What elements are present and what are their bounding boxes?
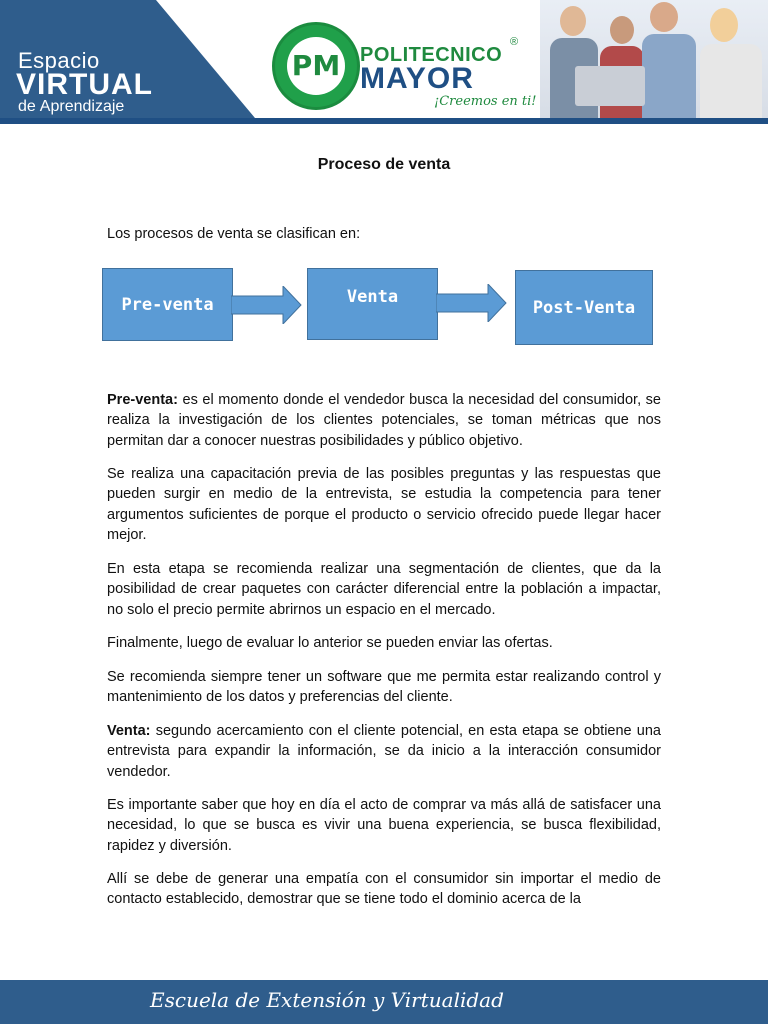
flow-box-post-venta — [515, 270, 653, 345]
paragraph — [107, 795, 661, 856]
laptop-icon — [575, 66, 645, 106]
brand-aprendizaje — [18, 98, 124, 116]
paragraph — [107, 559, 661, 620]
paragraph-text: Finalmente, luego de evaluar lo anterior se pueden enviar las ofertas. — [107, 635, 553, 651]
paragraph — [107, 633, 661, 653]
paragraph — [107, 869, 661, 910]
photo-face — [710, 8, 738, 42]
paragraph-text: es el momento donde el vendedor busca la necesidad del consumidor, se realiza la investigación de los clientes potenciales, se toman métricas que nos permitan dar a conocer nuestras posibilidades y público objetivo. — [107, 392, 661, 449]
paragraph-text: Se realiza una capacitación previa de las posibles preguntas y las respuestas que pueden surgir en medio de la entrevista, se estudia la competencia para tener argumentos suficientes de porque el producto o servicio ofrecido puede llegar hacer mejor. — [107, 466, 661, 543]
brand-de: de — [18, 98, 36, 115]
logo-monogram: PM — [291, 49, 341, 82]
logo-name-main: MAYOR — [360, 62, 474, 95]
photo-face — [650, 2, 678, 32]
paragraph-text: Se recomienda siempre tener un software que me permita estar realizando control y mantenimiento de los datos y preferencias del cliente. — [107, 669, 661, 706]
paragraph-pre-venta — [107, 390, 661, 451]
politecnico-logo-icon — [272, 22, 360, 110]
arrow-right-icon — [231, 286, 303, 324]
paragraph — [107, 464, 661, 545]
flow-box-pre-venta — [102, 268, 233, 341]
page-header — [0, 0, 768, 124]
brand-virtual: VIRTUAL — [16, 68, 153, 101]
flow-label: Pre-venta — [121, 294, 214, 315]
document-title: Proceso de venta — [317, 156, 451, 173]
paragraph-venta — [107, 721, 661, 782]
paragraph — [107, 667, 661, 708]
flow-label: Post-Venta — [532, 297, 636, 318]
paragraph-text: En esta etapa se recomienda realizar una segmentación de clientes, que da la posibilidad de crear paquetes con carácter diferencial entre la población a impactar, no solo el precio permite abrirnos un espacio en el mercado. — [107, 561, 661, 618]
logo-name-top: POLITECNICO — [360, 44, 503, 66]
header-photo-students — [540, 0, 768, 118]
paragraph-text: segundo acercamiento con el cliente potencial, en esta etapa se obtiene una entrevista para expandir la información, se da inicio a la interacción consumidor vendedor. — [107, 723, 661, 780]
flow-label: Venta — [346, 287, 399, 307]
photo-face — [560, 6, 586, 36]
paragraph-lead: Pre-venta: — [107, 392, 178, 408]
flow-box-venta — [307, 268, 438, 340]
paragraph-text: Allí se debe de generar una empatía con el consumidor sin importar el medio de contacto establecido, demostrar que se tiene todo el dominio acerca de la — [107, 871, 661, 908]
logo-inner — [287, 37, 345, 95]
paragraph-lead: Venta: — [107, 723, 151, 739]
paragraph-text: Es importante saber que hoy en día el acto de comprar va más allá de satisfacer una necesidad, lo que se busca es vivir una buena experiencia, se busca flexibilidad, rapidez y diversión. — [107, 797, 661, 854]
footer-text: Escuela de Extensión y Virtualidad — [150, 988, 504, 1012]
arrow-right-icon — [436, 284, 508, 322]
photo-person — [642, 34, 696, 118]
logo-slogan: ¡Creemos en ti! — [434, 94, 537, 109]
photo-person — [700, 44, 762, 118]
header-underline — [0, 118, 768, 124]
intro-text: Los procesos de venta se clasifican en: — [107, 226, 361, 242]
brand-espacio: Espacio — [18, 48, 100, 73]
photo-face — [610, 16, 634, 44]
brand-aprendizaje-word: Aprendizaje — [39, 98, 125, 115]
registered-mark: ® — [510, 36, 519, 48]
